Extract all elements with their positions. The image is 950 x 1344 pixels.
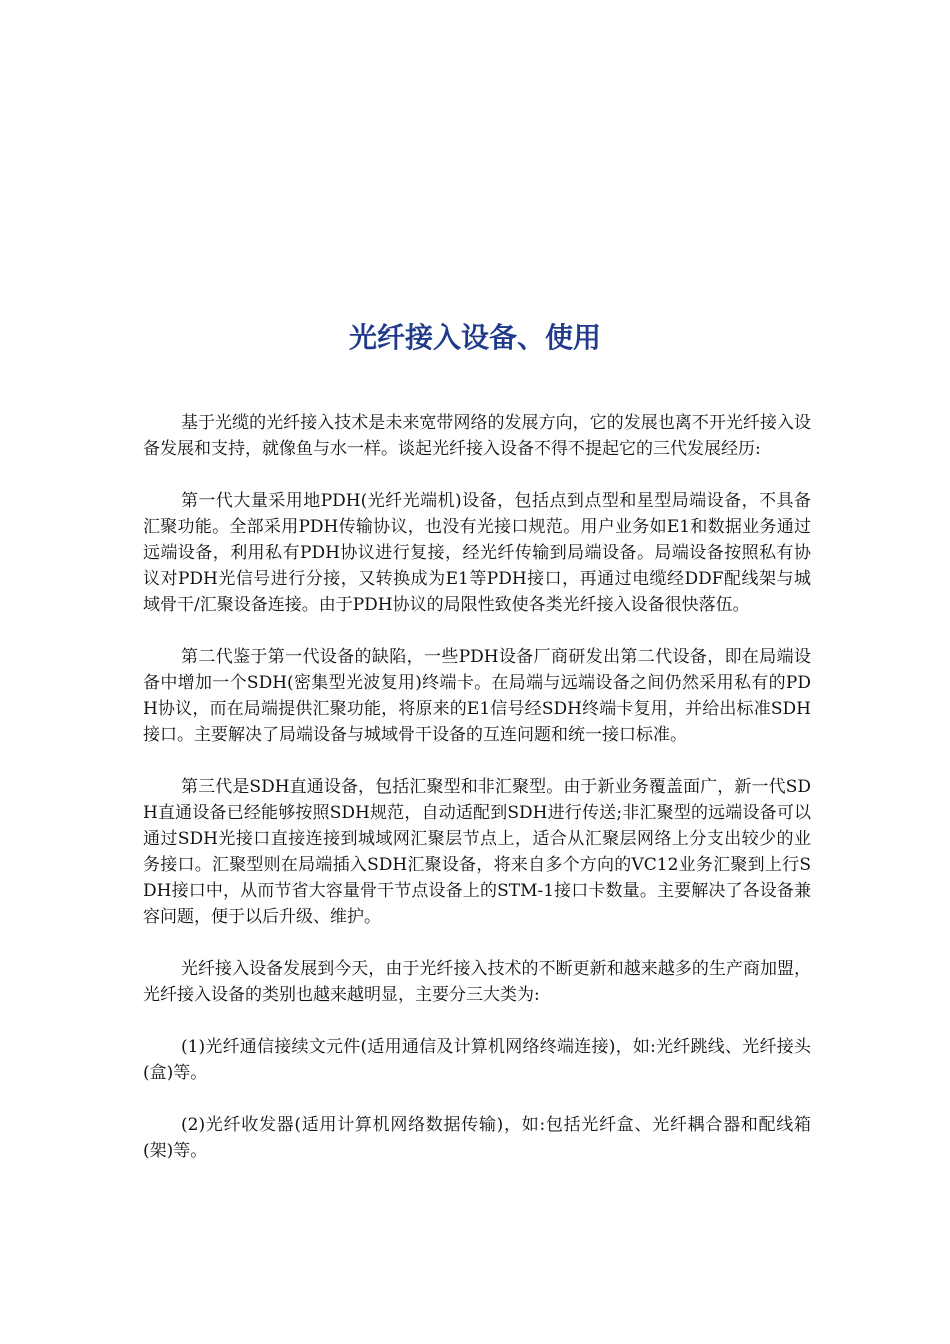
document-body [143,410,811,1190]
paragraph-category-2: (2)光纤收发器(适用计算机网络数据传输)，如:包括光纤盒、光纤耦合器和配线箱(架)等。 [143,1115,811,1161]
paragraph-first-generation: 第一代大量采用地PDH(光纤光端机)设备，包括点到点型和星型局端设备，不具备汇聚功能。全部采用PDH传输协议，也没有光接口规范。用户业务如E1和数据业务通过远端设备，利用私有PDH协议进行复接，经光纤传输到局端设备。局端设备按照私有协议对PDH光信号进行分接，又转换成为E1等PDH接口，再通过电缆经DDF配线架与城域骨干/汇聚设备连接。由于PDH协议的局限性致使各类光纤接入设备很快落伍。 [143,491,811,615]
paragraph-categories-intro: 光纤接入设备发展到今天，由于光纤接入技术的不断更新和越来越多的生产商加盟，光纤接入设备的类别也越来越明显，主要分三大类为: [143,959,811,1005]
paragraph-category-1: (1)光纤通信接续文元件(适用通信及计算机网络终端连接)，如:光纤跳线、光纤接头(盒)等。 [143,1037,811,1083]
paragraph-second-generation: 第二代鉴于第一代设备的缺陷，一些PDH设备厂商研发出第二代设备，即在局端设备中增加一个SDH(密集型光波复用)终端卡。在局端与远端设备之间仍然采用私有的PDH协议，而在局端提供汇聚功能，将原来的E1信号经SDH终端卡复用，并给出标准SDH接口。主要解决了局端设备与城域骨干设备的互连问题和统一接口标准。 [143,647,811,745]
paragraph-third-generation: 第三代是SDH直通设备，包括汇聚型和非汇聚型。由于新业务覆盖面广，新一代SDH直通设备已经能够按照SDH规范，自动适配到SDH进行传送;非汇聚型的远端设备可以通过SDH光接口直接连接到城域网汇聚层节点上，适合从汇聚层网络上分支出较少的业务接口。汇聚型则在局端插入SDH汇聚设备，将来自多个方向的VC12业务汇聚到上行SDH接口中，从而节省大容量骨干节点设备上的STM-1接口卡数量。主要解决了各设备兼容问题，便于以后升级、维护。 [143,777,811,927]
paragraph-intro: 基于光缆的光纤接入技术是未来宽带网络的发展方向，它的发展也离不开光纤接入设备发展和支持，就像鱼与水一样。谈起光纤接入设备不得不提起它的三代发展经历: [143,413,811,459]
document-title: 光纤接入设备、使用 [348,321,601,354]
